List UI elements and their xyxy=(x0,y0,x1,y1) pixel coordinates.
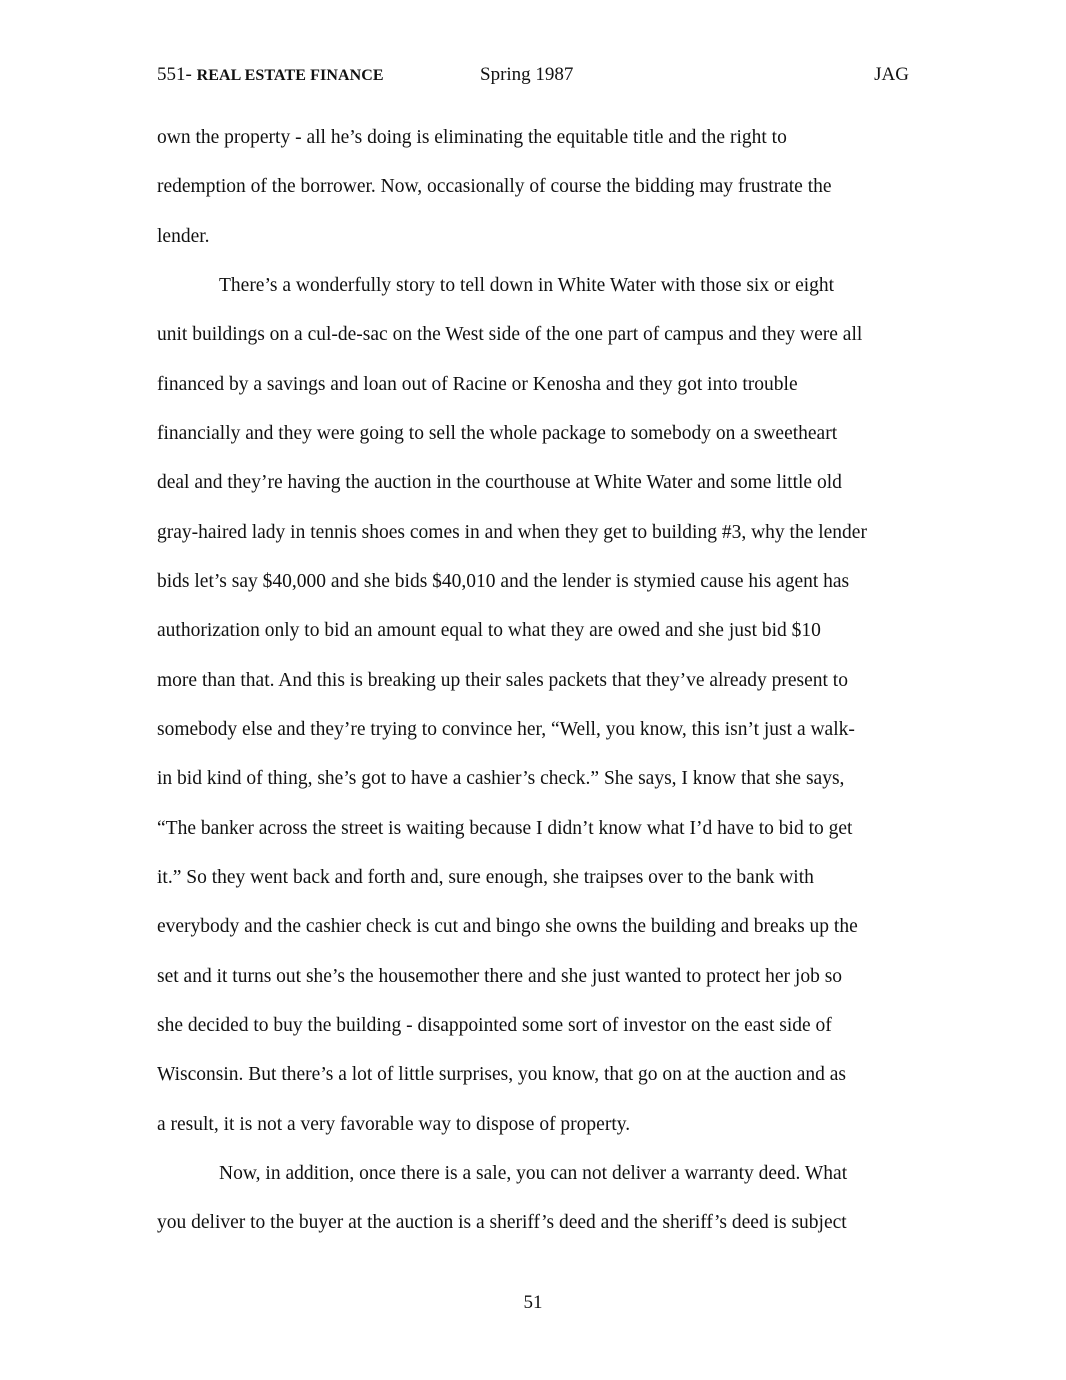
text-line: Wisconsin. But there’s a lot of little surprises, you know, that go on at the auction and as xyxy=(157,1064,846,1085)
text-line: you deliver to the buyer at the auction is a sheriff’s deed and the sheriff’s deed is subject xyxy=(157,1212,847,1233)
paragraph-first-line: There’s a wonderfully story to tell down in White Water with those six or eight xyxy=(219,275,835,296)
text-line: somebody else and they’re trying to convince her, “Well, you know, this isn’t just a walk- xyxy=(157,719,855,740)
text-line: redemption of the borrower. Now, occasionally of course the bidding may frustrate the xyxy=(157,176,832,197)
text-line: unit buildings on a cul-de-sac on the West side of the one part of campus and they were all xyxy=(157,324,863,345)
text-line: lender. xyxy=(157,226,210,247)
text-line: set and it turns out she’s the housemother there and she just wanted to protect her job so xyxy=(157,966,843,987)
term-label: Spring 1987 xyxy=(480,64,574,85)
text-line: authorization only to bid an amount equal to what they are owed and she just bid $10 xyxy=(157,620,821,641)
text-line: in bid kind of thing, she’s got to have a cashier’s check.” She says, I know that she says, xyxy=(157,768,845,789)
text-line: it.” So they went back and forth and, sure enough, she traipses over to the bank with xyxy=(157,867,814,888)
paragraph-first-line: Now, in addition, once there is a sale, you can not deliver a warranty deed. What xyxy=(219,1163,848,1184)
course-label xyxy=(157,64,384,86)
author-initials: JAG xyxy=(874,64,909,85)
text-line: own the property - all he’s doing is eliminating the equitable title and the right to xyxy=(157,127,787,148)
course-title: REAL ESTATE FINANCE xyxy=(196,67,384,84)
page-header xyxy=(157,64,909,90)
text-line: everybody and the cashier check is cut and bingo she owns the building and breaks up the xyxy=(157,916,858,937)
text-line: more than that. And this is breaking up their sales packets that they’ve already present to xyxy=(157,670,848,691)
text-line: deal and they’re having the auction in the courthouse at White Water and some little old xyxy=(157,472,842,493)
text-line: she decided to buy the building - disappointed some sort of investor on the east side of xyxy=(157,1015,832,1036)
text-line: a result, it is not a very favorable way to dispose of property. xyxy=(157,1114,631,1135)
text-line: financially and they were going to sell the whole package to somebody on a sweetheart xyxy=(157,423,838,444)
text-line: bids let’s say $40,000 and she bids $40,010 and the lender is stymied cause his agent has xyxy=(157,571,850,592)
text-line: gray-haired lady in tennis shoes comes in and when they get to building #3, why the lender xyxy=(157,522,867,543)
page-number: 51 xyxy=(523,1292,543,1313)
text-line: financed by a savings and loan out of Racine or Kenosha and they got into trouble xyxy=(157,374,798,395)
course-number: 551- xyxy=(157,64,192,85)
text-line: “The banker across the street is waiting because I didn’t know what I’d have to bid to get xyxy=(157,818,853,839)
